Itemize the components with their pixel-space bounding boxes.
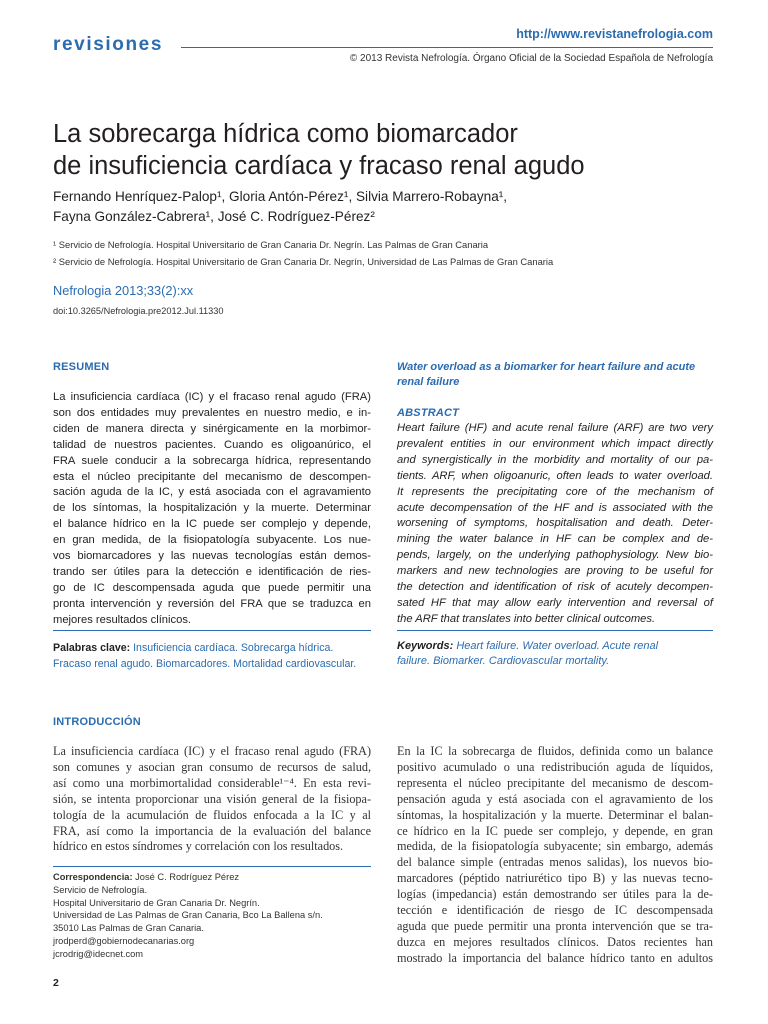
- intro-right-column: [397, 744, 713, 967]
- doi[interactable]: doi:10.3265/Nefrologia.pre2012.Jul.11330: [53, 306, 224, 316]
- resumen-line: esta el núcleo precipitante del mecanismo de descompen-: [53, 470, 371, 483]
- keywords-en-line-1: Heart failure. Water overload. Acute renal: [456, 640, 659, 652]
- resumen-heading: RESUMEN: [53, 361, 110, 373]
- correspondence-block: [53, 871, 371, 961]
- resumen-line: La insuficiencia cardíaca (IC) y el fracaso renal agudo (FRA): [53, 391, 371, 403]
- abstract-line: tients. ARF, when oligoanuric, often leads to water overload.: [397, 469, 713, 482]
- journal-url[interactable]: http://www.revistanefrologia.com: [516, 27, 713, 41]
- intro-right-line: positivo acumulado o una redistribución aguda de líquidos,: [397, 759, 713, 774]
- keywords-line-1: Insuficiencia cardíaca. Sobrecarga hídrica.: [133, 642, 334, 654]
- intro-left-line: La insuficiencia cardíaca (IC) y el fracaso renal agudo (FRA): [53, 744, 371, 758]
- intro-right-line: marcadores (péptido natriurético tipo B) y las nuevas tecno-: [397, 871, 713, 886]
- abstract-keywords: [397, 639, 713, 670]
- intro-right-line: tección e identificación de riesgo de IC descompensada: [397, 903, 713, 918]
- correspondence-email[interactable]: jrodperd@gobiernodecanarias.org: [53, 935, 195, 946]
- correspondence-rule: [53, 866, 371, 867]
- correspondence-label: Correspondencia:: [53, 872, 133, 882]
- title-line-1: La sobrecarga hídrica como biomarcador: [53, 120, 518, 148]
- correspondence-line: Servicio de Nefrología.: [53, 884, 148, 895]
- resumen-line: el balance hídrico en la IC puede ser complejo y depende,: [53, 518, 371, 531]
- intro-right-line: duzca en mejores resultados clínicos. Datos recientes han: [397, 934, 713, 949]
- intro-right-line: del balance simple (entradas menos salidas), los nuevos bio-: [397, 855, 713, 870]
- resumen-body: [53, 390, 371, 629]
- authors: [53, 187, 507, 227]
- abstract-line: prevalent entities in our environment which impact directly: [397, 437, 713, 450]
- intro-left-line: sión, se intenta proporcionar una visión general de la fisiopa-: [53, 791, 371, 806]
- keywords-line-2: Fracaso renal agudo. Biomarcadores. Mortalidad cardiovascular.: [53, 658, 357, 670]
- resumen-keywords-rule: [53, 630, 371, 631]
- intro-left-line: son comunes y asocian gran consumo de recursos de salud,: [53, 759, 371, 774]
- abstract-line: sated HF that may allow early intervention and reversal of: [397, 596, 713, 609]
- intro-right-line: logías (impedancia) están demostrando ser útiles para la de-: [397, 887, 713, 902]
- copyright-line: © 2013 Revista Nefrología. Órgano Oficial de la Sociedad Española de Nefrología: [349, 53, 713, 64]
- intro-right-line: pensación aguda y está asociada con el agravamiento de los: [397, 791, 713, 806]
- header-rule: [181, 47, 713, 48]
- article-title: [53, 118, 585, 182]
- english-title: [397, 360, 695, 390]
- affiliations: [53, 236, 553, 270]
- abstract-line: It represents the precipitating core of the mechanism of: [397, 485, 713, 498]
- intro-left-line: tología de la acumulación de fluidos enfocada a la IC y al: [53, 807, 371, 822]
- intro-left-line: hídrico en estos síndromes y correlación con los resultados.: [53, 839, 344, 854]
- resumen-line: sación aguda de la IC, y está asociada con el agravamiento: [53, 486, 371, 499]
- authors-line-2: Fayna González-Cabrera¹, José C. Rodríguez-Pérez²: [53, 209, 375, 224]
- intro-left-line: así como una morbimortalidad considerable¹⁻⁴. En esta revi-: [53, 775, 371, 790]
- abstract-body: [397, 421, 713, 628]
- intro-right-line: En la IC la sobrecarga de fluidos, definida como un balance: [397, 744, 713, 758]
- abstract-line: Heart failure (HF) and acute renal failure (ARF) are two very: [397, 422, 713, 434]
- abstract-line: and synergistically in the morbidity and mortality of our pa-: [397, 453, 713, 466]
- resumen-keywords: [53, 640, 371, 672]
- resumen-line: pronta intervención y reversión del FRA que se traduzca en: [53, 597, 371, 610]
- resumen-line: FRA suele conducir a la sobrecarga hídrica, representando: [53, 454, 371, 467]
- keywords-en-line-2: failure. Biomarker. Cardiovascular mortality.: [397, 655, 610, 668]
- intro-left-line: FRA, así como la importancia de la evaluación del balance: [53, 823, 371, 838]
- section-label: revisiones: [53, 34, 163, 55]
- resumen-line: mejores resultados clínicos.: [53, 613, 192, 626]
- correspondence-name: José C. Rodríguez Pérez: [135, 872, 240, 882]
- intro-right-line: medida, de la fisiopatología subyacente; sin embargo, además: [397, 839, 713, 854]
- intro-left-column: [53, 744, 371, 855]
- resumen-line: trando ser útiles para la detección e identificación de ries-: [53, 565, 371, 578]
- abstract-line: the ARF that translates into better clinical outcomes.: [397, 612, 656, 625]
- abstract-heading: ABSTRACT: [397, 407, 460, 419]
- resumen-line: vos biomarcadores y las nuevas tecnologías están demos-: [53, 550, 371, 563]
- intro-right-line: mostrado la importancia del balance hídrico tanto en adultos: [397, 950, 713, 965]
- resumen-line: en gran medida, de la fisiopatología subyacente. Los nue-: [53, 534, 371, 547]
- intro-right-line: representa el núcleo precipitante del mecanismo de descom-: [397, 775, 713, 790]
- abstract-line: the detection and identification of risk of acutely decompen-: [397, 581, 713, 594]
- intro-right-line: aguda que puede permitir una pronta intervención que se tra-: [397, 918, 713, 933]
- correspondence-line: Universidad de Las Palmas de Gran Canaria, Bco La Ballena s/n.: [53, 910, 323, 921]
- keywords-label-en: Keywords:: [397, 640, 454, 652]
- resumen-line: son dos entidades muy prevalentes en nuestro medio, e in-: [53, 406, 371, 419]
- intro-right-line: síntomas, la hospitalización y la muerte. Determinar el balan-: [397, 807, 713, 822]
- authors-line-1: Fernando Henríquez-Palop¹, Gloria Antón-Pérez¹, Silvia Marrero-Robayna¹,: [53, 189, 508, 204]
- keywords-label: Palabras clave:: [53, 642, 131, 654]
- resumen-line: ciden de manera directa y sinérgicamente en la morbimor-: [53, 422, 371, 435]
- title-line-2: de insuficiencia cardíaca y fracaso renal agudo: [53, 152, 585, 180]
- abstract-line: acute decompensation of the HF and is associated with the: [397, 501, 713, 514]
- english-title-line-1: Water overload as a biomarker for heart failure and acute: [397, 361, 696, 373]
- citation: Nefrologia 2013;33(2):xx: [53, 283, 194, 298]
- intro-right-line: ce hídrico en la IC puede ser complejo, y depende, en gran: [397, 823, 713, 838]
- correspondence-email[interactable]: jcrodrig@idecnet.com: [53, 948, 144, 959]
- abstract-line: mining the water balance in HF can be complex and de-: [397, 533, 713, 546]
- abstract-line: worsening of symptoms, hospitalisation and death. Deter-: [397, 517, 713, 530]
- abstract-line: markers and new technologies are proving to be useful for: [397, 565, 713, 578]
- page-number: 2: [53, 977, 59, 989]
- english-title-line-2: renal failure: [397, 376, 460, 388]
- abstract-keywords-rule: [397, 630, 713, 631]
- abstract-line: pends, largely, on the underlying pathophysiology. New bio-: [397, 549, 713, 562]
- resumen-line: de los síntomas, la hospitalización y la muerte. Determinar: [53, 502, 371, 515]
- resumen-line: go de IC descompensada aguda que puede permitir una: [53, 581, 371, 594]
- resumen-line: talidad de nuestros pacientes. Cuando es oligoanúrico, el: [53, 438, 371, 451]
- correspondence-line: Hospital Universitario de Gran Canaria Dr. Negrín.: [53, 897, 260, 908]
- introduccion-heading: INTRODUCCIÓN: [53, 716, 141, 728]
- correspondence-line: 35010 Las Palmas de Gran Canaria.: [53, 923, 204, 934]
- affiliation-1: ¹ Servicio de Nefrología. Hospital Universitario de Gran Canaria Dr. Negrín. Las Palmas de Gran Canaria: [53, 239, 489, 250]
- affiliation-2: ² Servicio de Nefrología. Hospital Universitario de Gran Canaria Dr. Negrín, Universidad de Las Palmas de Gran Canaria: [53, 256, 554, 267]
